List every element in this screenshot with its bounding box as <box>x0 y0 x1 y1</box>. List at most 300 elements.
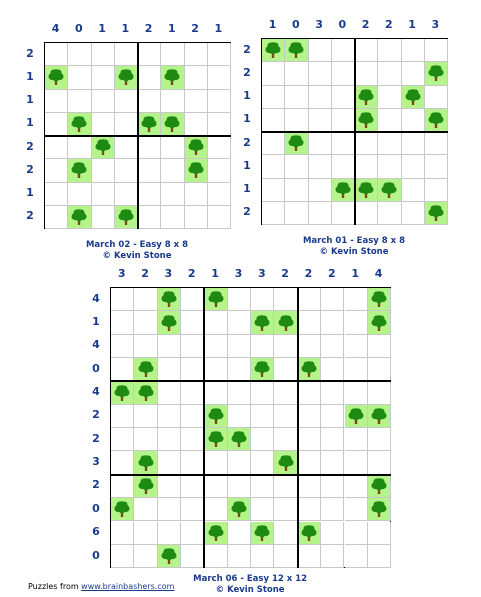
tree-icon <box>371 477 388 494</box>
grid-cell[interactable] <box>298 311 321 334</box>
grid-cell[interactable] <box>345 288 368 311</box>
grid-cell[interactable] <box>115 113 138 136</box>
row-clue: 2 <box>243 205 251 219</box>
grid-cell[interactable] <box>321 451 344 474</box>
grid-cell[interactable] <box>274 545 297 568</box>
grid-cell[interactable] <box>204 545 227 568</box>
grid-cell[interactable] <box>298 335 321 358</box>
column-clue: 2 <box>361 18 370 31</box>
grid-cell[interactable] <box>228 522 251 545</box>
tree-icon <box>381 181 398 198</box>
grid-cell[interactable] <box>45 183 68 206</box>
grid-cell[interactable] <box>251 428 274 451</box>
column-clue: 1 <box>211 267 219 280</box>
grid-cell[interactable] <box>208 183 231 206</box>
grid-cell[interactable] <box>115 43 138 66</box>
grid-cell[interactable] <box>251 545 274 568</box>
grid-cell[interactable] <box>134 335 157 358</box>
grid-cell[interactable] <box>262 132 285 155</box>
grid-cell[interactable] <box>368 545 391 568</box>
grid-cell[interactable] <box>298 498 321 521</box>
row-clue: 1 <box>26 69 34 83</box>
grid-cell[interactable] <box>378 39 401 62</box>
row-clue: 2 <box>26 209 34 223</box>
tree-cell <box>402 86 425 109</box>
column-clue: 4 <box>374 267 383 280</box>
grid-cell[interactable] <box>158 451 181 474</box>
grid-cell[interactable] <box>68 43 91 66</box>
grid-cell[interactable] <box>378 86 401 109</box>
tree-icon <box>427 204 444 221</box>
grid-cell[interactable] <box>321 475 344 498</box>
grid-cell[interactable] <box>111 405 134 428</box>
grid-cell[interactable] <box>378 155 401 178</box>
tree-icon <box>117 69 134 86</box>
grid-cell[interactable] <box>274 358 297 381</box>
grid-cell[interactable] <box>204 475 227 498</box>
tree-icon <box>137 384 154 401</box>
grid-cell[interactable] <box>228 358 251 381</box>
grid-cell[interactable] <box>298 381 321 404</box>
grid-cell[interactable] <box>158 475 181 498</box>
grid-cell[interactable] <box>378 132 401 155</box>
puzzle-copyright: © Kevin Stone <box>102 251 172 261</box>
grid-cell[interactable] <box>134 288 157 311</box>
grid-cell[interactable] <box>345 475 368 498</box>
grid-cell[interactable] <box>251 405 274 428</box>
column-clue: 2 <box>191 22 199 35</box>
grid-cell[interactable] <box>251 498 274 521</box>
tree-cell <box>115 206 138 229</box>
grid-cell[interactable] <box>262 86 285 109</box>
tree-icon <box>371 314 388 331</box>
grid-cell[interactable] <box>228 545 251 568</box>
grid-cell[interactable] <box>345 522 368 545</box>
tree-icon <box>300 361 317 378</box>
grid-cell[interactable] <box>274 428 297 451</box>
grid-cell[interactable] <box>45 90 68 113</box>
grid-cell[interactable] <box>355 155 378 178</box>
grid-cell[interactable] <box>138 66 161 89</box>
column-clue: 3 <box>117 267 126 280</box>
grid-cell[interactable] <box>161 90 184 113</box>
grid-cell[interactable] <box>138 183 161 206</box>
grid-cell[interactable] <box>309 39 332 62</box>
grid-cell[interactable] <box>345 428 368 451</box>
grid-cell[interactable] <box>158 522 181 545</box>
grid-cell[interactable] <box>92 206 115 229</box>
tree-cell <box>251 358 274 381</box>
tree-cell <box>204 405 227 428</box>
grid-cell[interactable] <box>355 39 378 62</box>
grid-cell[interactable] <box>321 311 344 334</box>
grid-cell[interactable] <box>309 202 332 225</box>
grid-cell[interactable] <box>138 90 161 113</box>
grid-cell[interactable] <box>228 475 251 498</box>
grid-cell[interactable] <box>262 155 285 178</box>
grid-cell[interactable] <box>345 545 368 568</box>
grid-cell[interactable] <box>285 202 308 225</box>
grid-cell[interactable] <box>251 475 274 498</box>
grid-cell[interactable] <box>204 335 227 358</box>
grid-cell[interactable] <box>285 155 308 178</box>
grid-cell[interactable] <box>309 86 332 109</box>
grid-cell[interactable] <box>345 358 368 381</box>
grid-cell[interactable] <box>298 428 321 451</box>
tree-icon <box>358 111 375 128</box>
grid-cell[interactable] <box>368 358 391 381</box>
grid-cell[interactable] <box>321 335 344 358</box>
grid-cell[interactable] <box>68 136 91 159</box>
grid-cell[interactable] <box>332 39 355 62</box>
grid-cell[interactable] <box>181 405 204 428</box>
tree-cell <box>134 451 157 474</box>
grid-cell[interactable] <box>355 132 378 155</box>
grid-cell[interactable] <box>185 66 208 89</box>
grid-cell[interactable] <box>262 179 285 202</box>
grid-cell[interactable] <box>111 428 134 451</box>
grid-cell[interactable] <box>185 183 208 206</box>
tree-icon <box>230 501 247 518</box>
grid-cell[interactable] <box>321 358 344 381</box>
grid-cell[interactable] <box>138 136 161 159</box>
grid-cell[interactable] <box>111 311 134 334</box>
grid-cell[interactable] <box>92 159 115 182</box>
grid-cell[interactable] <box>228 311 251 334</box>
tree-cell <box>68 206 91 229</box>
tree-icon <box>334 181 351 198</box>
grid-cell[interactable] <box>208 206 231 229</box>
grid-cell[interactable] <box>274 335 297 358</box>
grid-cell[interactable] <box>138 159 161 182</box>
grid-cell[interactable] <box>181 358 204 381</box>
tree-icon <box>187 139 204 156</box>
grid-cell[interactable] <box>92 113 115 136</box>
grid-cell[interactable] <box>332 202 355 225</box>
block-divider <box>111 380 391 382</box>
grid-cell[interactable] <box>181 311 204 334</box>
grid-cell[interactable] <box>274 522 297 545</box>
grid-cell[interactable] <box>285 109 308 132</box>
grid-cell[interactable] <box>208 43 231 66</box>
tree-icon <box>427 65 444 82</box>
tree-cell <box>368 475 391 498</box>
grid-cell[interactable] <box>134 311 157 334</box>
puzzle-caption: March 02 - Easy 8 x 8 <box>85 240 189 250</box>
grid-cell[interactable] <box>138 206 161 229</box>
grid-cell[interactable] <box>402 179 425 202</box>
block-divider <box>297 288 299 568</box>
grid-cell[interactable] <box>228 288 251 311</box>
row-clue: 4 <box>92 291 100 305</box>
grid-cell[interactable] <box>309 62 332 85</box>
grid-cell[interactable] <box>158 498 181 521</box>
grid-cell[interactable] <box>402 202 425 225</box>
tree-icon <box>71 115 88 132</box>
tree-icon <box>347 407 364 424</box>
row-clue: 2 <box>26 162 34 176</box>
grid-cell[interactable] <box>262 109 285 132</box>
grid-cell[interactable] <box>92 66 115 89</box>
grid-cell[interactable] <box>68 66 91 89</box>
grid-cell[interactable] <box>161 159 184 182</box>
grid-cell[interactable] <box>161 43 184 66</box>
grid-cell[interactable] <box>115 90 138 113</box>
grid-cell[interactable] <box>425 179 448 202</box>
row-clue: 2 <box>26 46 34 60</box>
grid-cell[interactable] <box>402 109 425 132</box>
column-clue: 1 <box>408 18 416 31</box>
grid-cell[interactable] <box>181 428 204 451</box>
grid-cell[interactable] <box>111 451 134 474</box>
grid-cell[interactable] <box>111 545 134 568</box>
grid-cell[interactable] <box>45 43 68 66</box>
footer-prefix: Puzzles from <box>28 582 82 591</box>
grid-cell[interactable] <box>262 202 285 225</box>
grid-cell[interactable] <box>45 206 68 229</box>
grid-cell[interactable] <box>111 335 134 358</box>
tree-icon <box>254 314 271 331</box>
grid-cell[interactable] <box>368 428 391 451</box>
footer-link[interactable]: www.brainbashers.com <box>81 582 175 591</box>
tree-icon <box>137 454 154 471</box>
grid-cell[interactable] <box>425 39 448 62</box>
grid-cell[interactable] <box>321 522 344 545</box>
column-clue: 3 <box>315 18 323 31</box>
grid-cell[interactable] <box>68 183 91 206</box>
grid-cell[interactable] <box>285 62 308 85</box>
tree-cell <box>378 179 401 202</box>
tree-icon <box>277 454 294 471</box>
tree-icon <box>207 431 224 448</box>
tree-icon <box>265 42 282 59</box>
tree-cell <box>425 62 448 85</box>
grid-cell[interactable] <box>368 522 391 545</box>
grid-cell[interactable] <box>321 288 344 311</box>
grid-cell[interactable] <box>425 86 448 109</box>
tree-icon <box>164 69 181 86</box>
grid-cell[interactable] <box>298 405 321 428</box>
grid-cell[interactable] <box>402 132 425 155</box>
row-clue: 2 <box>243 65 251 79</box>
tree-cell <box>158 311 181 334</box>
grid-cell[interactable] <box>345 451 368 474</box>
grid-cell[interactable] <box>208 66 231 89</box>
grid-cell[interactable] <box>181 522 204 545</box>
grid-cell[interactable] <box>402 155 425 178</box>
grid-cell[interactable] <box>134 522 157 545</box>
grid-cell[interactable] <box>378 202 401 225</box>
grid-cell[interactable] <box>251 451 274 474</box>
grid-cell[interactable] <box>274 381 297 404</box>
grid-cell[interactable] <box>158 405 181 428</box>
grid-cell[interactable] <box>111 288 134 311</box>
grid-cell[interactable] <box>204 358 227 381</box>
grid-cell[interactable] <box>115 183 138 206</box>
tree-icon <box>358 181 375 198</box>
grid-cell[interactable] <box>185 43 208 66</box>
grid-cell[interactable] <box>228 405 251 428</box>
grid-cell[interactable] <box>298 288 321 311</box>
column-clue: 2 <box>141 267 149 280</box>
grid-cell[interactable] <box>378 109 401 132</box>
tree-icon <box>427 111 444 128</box>
grid-cell[interactable] <box>285 86 308 109</box>
column-clue: 1 <box>214 22 223 35</box>
grid-cell[interactable] <box>204 451 227 474</box>
tree-cell <box>134 475 157 498</box>
grid-cell[interactable] <box>298 545 321 568</box>
grid-cell[interactable] <box>368 335 391 358</box>
tree-icon <box>254 524 271 541</box>
row-clue: 2 <box>243 42 251 56</box>
grid-cell[interactable] <box>332 62 355 85</box>
grid-cell[interactable] <box>161 206 184 229</box>
grid-cell[interactable] <box>185 90 208 113</box>
grid-cell[interactable] <box>185 206 208 229</box>
grid-cell[interactable] <box>368 451 391 474</box>
grid-cell[interactable] <box>228 335 251 358</box>
grid-cell[interactable] <box>158 428 181 451</box>
tree-cell <box>92 136 115 159</box>
grid-cell[interactable] <box>309 179 332 202</box>
tree-cell <box>251 311 274 334</box>
grid-cell[interactable] <box>161 183 184 206</box>
grid-cell[interactable] <box>228 381 251 404</box>
grid-cell[interactable] <box>68 90 91 113</box>
grid-cell[interactable] <box>208 159 231 182</box>
grid-cell[interactable] <box>402 62 425 85</box>
tree-icon <box>141 115 158 132</box>
grid-cell[interactable] <box>134 545 157 568</box>
grid-cell[interactable] <box>251 335 274 358</box>
grid-cell[interactable] <box>138 43 161 66</box>
tree-icon <box>404 88 421 105</box>
tree-icon <box>254 361 271 378</box>
grid-cell[interactable] <box>208 113 231 136</box>
grid-cell[interactable] <box>321 428 344 451</box>
grid-cell[interactable] <box>158 358 181 381</box>
tree-icon <box>230 431 247 448</box>
grid-cell[interactable] <box>115 136 138 159</box>
grid-cell[interactable] <box>285 179 308 202</box>
grid-cell[interactable] <box>332 86 355 109</box>
grid-cell[interactable] <box>204 311 227 334</box>
grid-cell[interactable] <box>181 498 204 521</box>
tree-icon <box>160 548 177 565</box>
grid-cell[interactable] <box>332 155 355 178</box>
grid-cell[interactable] <box>425 132 448 155</box>
grid-cell[interactable] <box>274 405 297 428</box>
grid-cell[interactable] <box>355 62 378 85</box>
tree-cell <box>134 358 157 381</box>
tree-cell <box>251 522 274 545</box>
grid-cell[interactable] <box>92 43 115 66</box>
column-clue: 2 <box>281 267 289 280</box>
grid-cell[interactable] <box>111 358 134 381</box>
grid-cell[interactable] <box>134 405 157 428</box>
grid-cell[interactable] <box>298 475 321 498</box>
grid-cell[interactable] <box>208 90 231 113</box>
grid-cell[interactable] <box>355 202 378 225</box>
grid-cell[interactable] <box>204 381 227 404</box>
tree-cell <box>368 288 391 311</box>
grid-cell[interactable] <box>368 381 391 404</box>
grid-cell[interactable] <box>309 132 332 155</box>
row-clue: 1 <box>26 116 34 130</box>
grid-cell[interactable] <box>309 109 332 132</box>
tree-cell <box>298 522 321 545</box>
grid-cell[interactable] <box>181 335 204 358</box>
grid-cell[interactable] <box>134 498 157 521</box>
grid-cell[interactable] <box>158 381 181 404</box>
grid-cell[interactable] <box>298 451 321 474</box>
tree-cell <box>158 288 181 311</box>
grid-cell[interactable] <box>262 62 285 85</box>
grid-cell[interactable] <box>185 113 208 136</box>
tree-cell <box>204 522 227 545</box>
tree-cell <box>425 109 448 132</box>
grid-cell[interactable] <box>251 381 274 404</box>
grid-cell[interactable] <box>115 159 138 182</box>
grid-cell[interactable] <box>321 381 344 404</box>
grid-cell[interactable] <box>274 475 297 498</box>
grid-cell[interactable] <box>321 498 344 521</box>
grid-cell[interactable] <box>134 428 157 451</box>
row-clue: 2 <box>26 139 34 153</box>
grid-cell[interactable] <box>181 545 204 568</box>
grid-cell[interactable] <box>208 136 231 159</box>
row-clue: 0 <box>92 361 100 375</box>
grid-cell[interactable] <box>332 109 355 132</box>
grid-cell[interactable] <box>345 335 368 358</box>
grid-cell[interactable] <box>92 183 115 206</box>
grid-cell[interactable] <box>181 288 204 311</box>
grid-cell[interactable] <box>402 39 425 62</box>
grid-cell[interactable] <box>345 381 368 404</box>
grid-cell[interactable] <box>345 311 368 334</box>
grid-cell[interactable] <box>111 522 134 545</box>
grid-cell[interactable] <box>228 451 251 474</box>
grid-cell[interactable] <box>204 498 227 521</box>
tree-icon <box>277 314 294 331</box>
grid-cell[interactable] <box>251 288 274 311</box>
grid-cell[interactable] <box>425 155 448 178</box>
grid-cell[interactable] <box>309 155 332 178</box>
grid-cell[interactable] <box>274 498 297 521</box>
tree-cell <box>368 311 391 334</box>
grid-cell[interactable] <box>181 451 204 474</box>
grid-cell[interactable] <box>92 90 115 113</box>
grid-cell[interactable] <box>332 132 355 155</box>
grid-cell[interactable] <box>345 498 368 521</box>
grid-cell[interactable] <box>274 288 297 311</box>
grid-cell[interactable] <box>181 381 204 404</box>
grid-cell[interactable] <box>321 545 344 568</box>
grid-cell[interactable] <box>45 113 68 136</box>
grid-cell[interactable] <box>161 136 184 159</box>
grid-cell[interactable] <box>45 159 68 182</box>
tree-cell <box>158 545 181 568</box>
grid-cell[interactable] <box>158 335 181 358</box>
tree-cell <box>368 405 391 428</box>
grid-cell[interactable] <box>111 475 134 498</box>
grid-cell[interactable] <box>45 136 68 159</box>
grid-cell[interactable] <box>181 475 204 498</box>
grid-cell[interactable] <box>321 405 344 428</box>
grid-cell[interactable] <box>378 62 401 85</box>
footer <box>28 582 174 591</box>
